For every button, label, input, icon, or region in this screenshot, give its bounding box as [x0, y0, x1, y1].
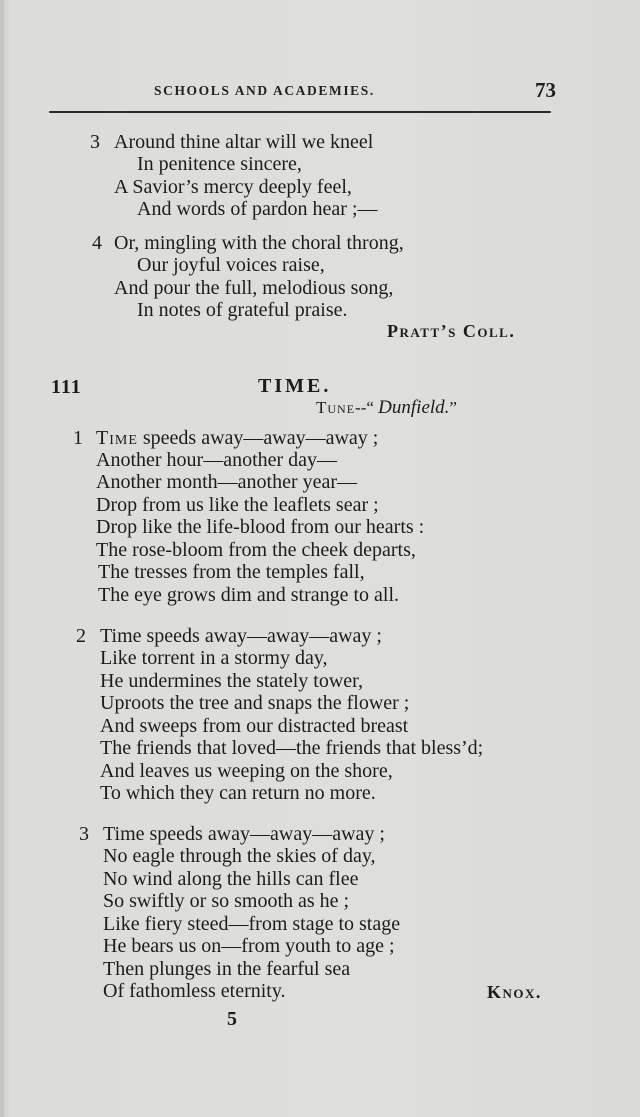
verse-line: So swiftly or so smooth as he ; [103, 890, 350, 912]
page-gutter-edge [0, 0, 4, 1117]
tune-line [316, 397, 457, 419]
verse-line: And words of pardon hear ;— [137, 198, 378, 220]
stanza-number: 4 [92, 232, 102, 254]
stanza-number: 1 [73, 427, 83, 449]
verse-line: A Savior’s mercy deeply feel, [114, 176, 352, 198]
header-rule [49, 111, 551, 113]
stanza-number: 3 [79, 823, 89, 845]
verse-line: No eagle through the skies of day, [103, 845, 376, 867]
verse-line: Another month—another year— [96, 471, 358, 493]
first-line-rest: speeds away—away—away ; [137, 427, 379, 449]
verse-line: Around thine altar will we kneel [114, 131, 374, 153]
verse-line: In notes of grateful praise. [137, 299, 348, 321]
tune-name: Dunfield. [378, 397, 450, 418]
hymn-title: TIME. [258, 375, 332, 397]
verse-line: No wind along the hills can flee [103, 868, 359, 890]
running-title: SCHOOLS AND ACADEMIES. [154, 83, 375, 98]
running-head [48, 80, 558, 102]
verse-line: The friends that loved—the friends that bless’d; [100, 737, 484, 759]
attribution-pratts-coll: Pratt’s Coll. [387, 321, 516, 341]
verse-line: And pour the full, melodious song, [114, 277, 394, 299]
verse-line [96, 427, 378, 449]
verse-line: The tresses from the temples fall, [98, 561, 365, 583]
verse-line: Then plunges in the fearful sea [103, 958, 351, 980]
verse-line: Drop from us like the leaflets sear ; [96, 494, 379, 516]
tune-label: Tune [316, 398, 356, 417]
stanza-number: 3 [90, 131, 100, 153]
verse-line: Another hour—another day— [96, 449, 338, 471]
stanza-number: 2 [76, 625, 86, 647]
tune-separator: --“ [355, 398, 379, 417]
verse-line: And sweeps from our distracted breast [100, 715, 409, 737]
verse-line: Of fathomless eternity. [103, 980, 286, 1002]
verse-line: He bears us on—from youth to age ; [103, 935, 395, 957]
verse-line: Time speeds away—away—away ; [100, 625, 382, 647]
signature-mark: 5 [227, 1008, 237, 1030]
verse-line: In penitence sincere, [137, 153, 302, 175]
verse-line: Uproots the tree and snaps the flower ; [100, 692, 410, 714]
verse-line: Like fiery steed—from stage to stage [103, 913, 401, 935]
verse-line: Time speeds away—away—away ; [103, 823, 385, 845]
attribution-knox: Knox. [487, 982, 542, 1002]
verse-line: And leaves us weeping on the shore, [100, 760, 393, 782]
verse-line: The rose-bloom from the cheek departs, [96, 539, 416, 561]
verse-line: He undermines the stately tower, [100, 670, 364, 692]
verse-line: Our joyful voices raise, [137, 254, 325, 276]
verse-line: Like torrent in a stormy day, [100, 647, 328, 669]
verse-line: The eye grows dim and strange to all. [98, 584, 400, 606]
page-number: 73 [535, 78, 556, 102]
verse-line: Or, mingling with the choral throng, [114, 232, 404, 254]
verse-line: To which they can return no more. [100, 782, 376, 804]
first-word: Time [96, 427, 138, 449]
hymn-number: 111 [51, 376, 82, 398]
tune-close-quote: ” [449, 398, 457, 417]
verse-line: Drop like the life-blood from our hearts : [96, 516, 425, 538]
